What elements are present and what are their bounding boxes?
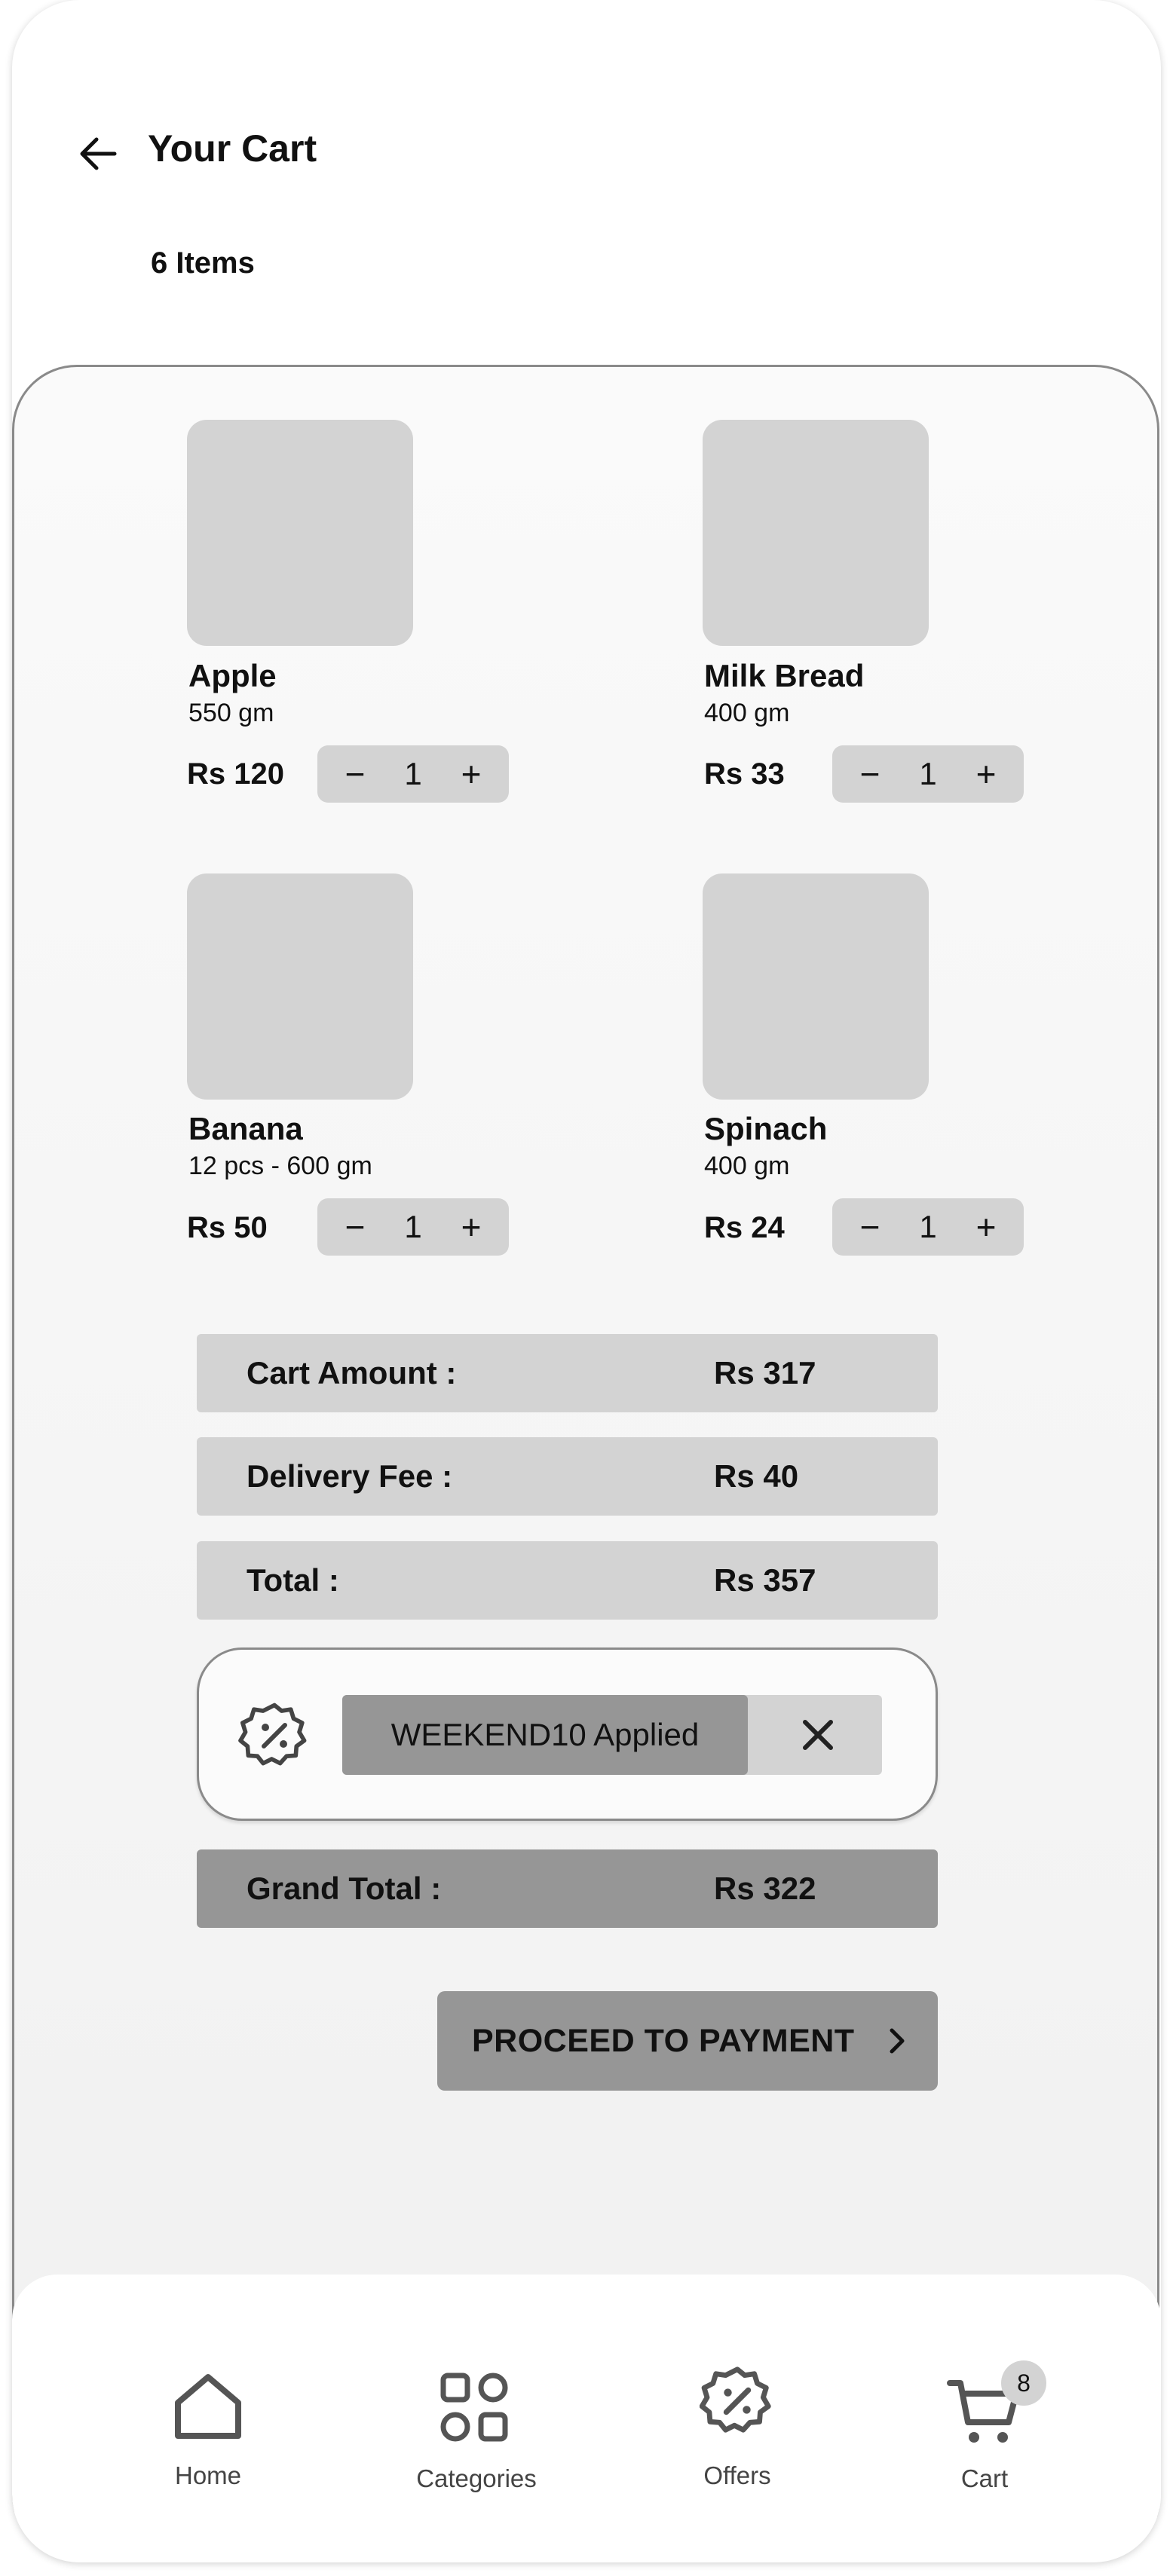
grand-total-row (197, 1849, 938, 1928)
decrease-button[interactable]: − (859, 754, 881, 794)
product-price: Rs 24 (704, 1211, 785, 1244)
product-weight: 12 pcs - 600 gm (188, 1152, 372, 1180)
decrease-button[interactable]: − (859, 1207, 881, 1247)
nav-label: Cart (960, 2464, 1009, 2492)
quantity-value: 1 (919, 756, 937, 791)
product-name: Apple (188, 658, 277, 693)
offer-badge-icon (238, 1699, 311, 1772)
product-price: Rs 50 (187, 1211, 268, 1244)
nav-label: Categories (416, 2464, 537, 2492)
quantity-stepper (317, 745, 509, 803)
categories-icon (439, 2369, 514, 2445)
product-name: Milk Bread (704, 658, 865, 693)
product-weight: 550 gm (188, 699, 274, 727)
total-label: Total : (247, 1562, 339, 1598)
total-row (197, 1541, 938, 1620)
page-title: Your Cart (148, 127, 317, 170)
proceed-label: PROCEED TO PAYMENT (472, 2023, 855, 2059)
coupon-pill (342, 1695, 882, 1775)
items-count: 6 Items (151, 246, 255, 280)
increase-button[interactable]: + (461, 754, 482, 794)
product-image[interactable] (703, 873, 929, 1100)
back-arrow-icon[interactable] (74, 130, 122, 178)
cart-badge: 8 (1001, 2360, 1046, 2406)
nav-categories[interactable] (401, 2275, 552, 2501)
cart-amount-row (197, 1334, 938, 1412)
product-name: Spinach (704, 1111, 828, 1146)
product-name: Banana (188, 1111, 303, 1146)
cart-screen (12, 0, 1161, 2562)
bottom-navigation (12, 2275, 1161, 2562)
home-icon (170, 2368, 246, 2443)
chevron-right-icon (882, 2026, 912, 2056)
grand-total-value: Rs 322 (714, 1871, 816, 1906)
nav-label: Home (174, 2461, 242, 2489)
quantity-stepper (317, 1198, 509, 1256)
close-icon[interactable] (795, 1712, 841, 1758)
decrease-button[interactable]: − (345, 1207, 366, 1247)
delivery-fee-row (197, 1437, 938, 1516)
proceed-to-payment-button[interactable] (437, 1991, 938, 2091)
decrease-button[interactable]: − (345, 754, 366, 794)
product-weight: 400 gm (704, 699, 790, 727)
cart-amount-value: Rs 317 (714, 1355, 816, 1390)
coupon-box (197, 1647, 938, 1821)
grand-total-label: Grand Total : (247, 1871, 442, 1906)
increase-button[interactable]: + (461, 1207, 482, 1247)
nav-home[interactable] (133, 2275, 283, 2501)
delivery-fee-value: Rs 40 (714, 1458, 799, 1494)
total-value: Rs 357 (714, 1562, 816, 1598)
product-price: Rs 120 (187, 757, 284, 791)
quantity-value: 1 (919, 1209, 937, 1244)
product-image[interactable] (187, 873, 413, 1100)
nav-label: Offers (703, 2461, 771, 2489)
quantity-stepper (832, 1198, 1024, 1256)
nav-offers[interactable] (662, 2275, 813, 2501)
quantity-value: 1 (404, 1209, 422, 1244)
product-image[interactable] (187, 420, 413, 646)
coupon-applied-label: WEEKEND10 Applied (342, 1695, 748, 1775)
quantity-stepper (832, 745, 1024, 803)
cart-amount-label: Cart Amount : (247, 1355, 457, 1390)
quantity-value: 1 (404, 756, 422, 791)
product-price: Rs 33 (704, 757, 785, 791)
delivery-fee-label: Delivery Fee : (247, 1458, 453, 1494)
product-image[interactable] (703, 420, 929, 646)
increase-button[interactable]: + (975, 1207, 997, 1247)
offers-icon (700, 2363, 775, 2439)
increase-button[interactable]: + (975, 754, 997, 794)
nav-cart[interactable] (909, 2275, 1060, 2501)
product-weight: 400 gm (704, 1152, 790, 1180)
